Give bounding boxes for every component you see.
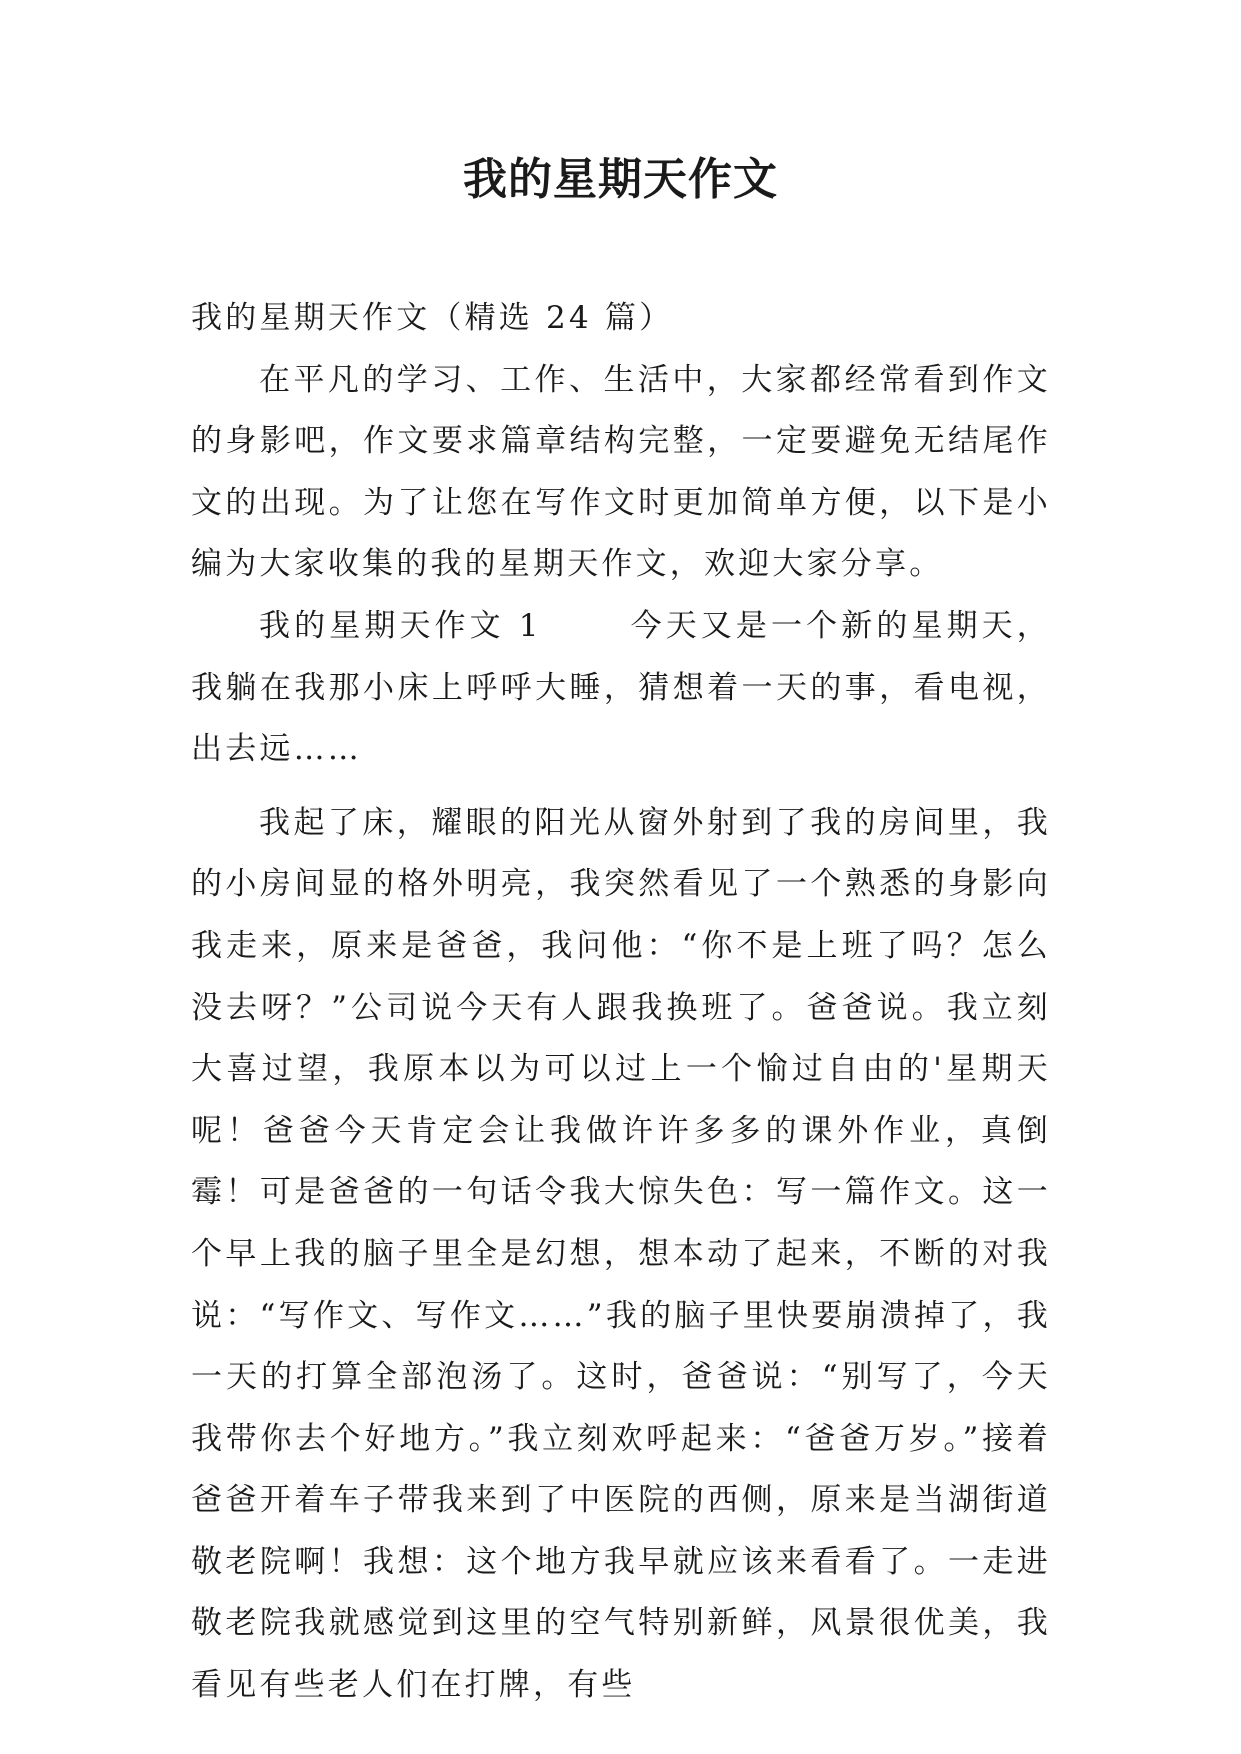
document-subtitle: 我的星期天作文（精选 24 篇） (191, 300, 674, 336)
essay-1-opening-paragraph (191, 596, 1051, 781)
essay-1-opening-text: 今天又是一个新的星期天，我躺在我那小床上呼呼大睡，猜想着一天的事，看电视，出去远…… (191, 607, 1051, 768)
document-title: 我的星期天作文 (463, 154, 778, 205)
essay-1-heading: 我的星期天作文 1 (259, 607, 542, 644)
document-body (191, 288, 1051, 1717)
intro-paragraph: 在平凡的学习、工作、生活中，大家都经常看到作文的身影吧，作文要求篇章结构完整，一定要避免无结尾作文的出现。为了让您在写作文时更加简单方便，以下是小编为大家收集的我的星期天作文，欢迎大家分享。 (191, 361, 1051, 583)
essay-1-body-paragraph: 我起了床，耀眼的阳光从窗外射到了我的房间里，我的小房间显的格外明亮，我突然看见了一个熟悉的身影向我走来，原来是爸爸，我问他：“你不是上班了吗？怎么没去呀？”公司说今天有人跟我换班了。爸爸说。我立刻大喜过望，我原本以为可以过上一个愉过自由的'星期天呢！爸爸今天肯定会让我做许许多多的课外作业，真倒霉！可是爸爸的一句话令我大惊失色：写一篇作文。这一个早上我的脑子里全是幻想，想本动了起来，不断的对我说：“写作文、写作文……”我的脑子里快要崩溃掉了，我一天的打算全部泡汤了。这时，爸爸说：“别写了，今天我带你去个好地方。”我立刻欢呼起来：“爸爸万岁。”接着爸爸开着车子带我来到了中医院的西侧，原来是当湖街道敬老院啊！我想：这个地方我早就应该来看看了。一走进敬老院我就感觉到这里的空气特别新鲜，风景很优美，我看见有些老人们在打牌，有些 (191, 804, 1051, 1704)
